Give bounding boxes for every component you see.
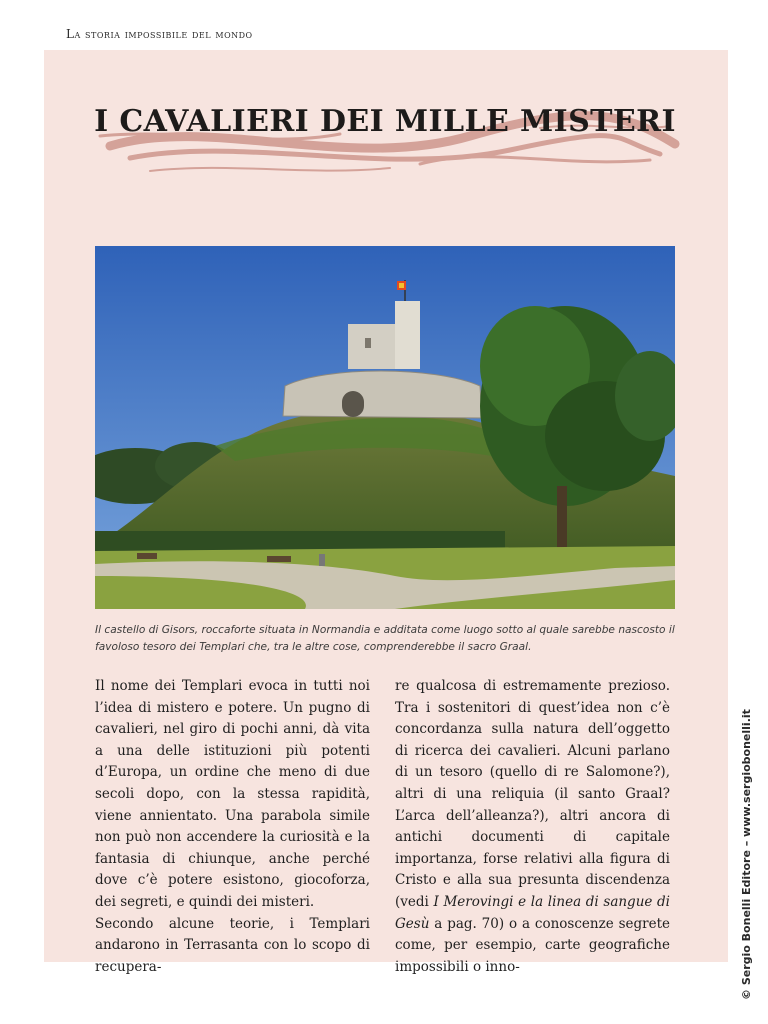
paragraph: Secondo alcune teorie, i Templari andarono in Terrasanta con lo scopo di recupera- [95,915,370,975]
paragraph: Il nome dei Templari evoca in tutti noi l’idea di mistero e potere. Un pugno di cavalieri, nel giro di pochi anni, dà vita a una delle istituzioni più potenti d’Europa, un ordine che meno di due secoli dopo, con la stessa rapidità, viene annientato. Una parabola simile non può non accendere la curiosità e la fantasia di chiunque, anche perché dove c’è potere esistono, giocoforza, dei segreti, e quindi dei misteri. [95,678,370,910]
body-column-right [395,676,670,978]
running-header: La storia impossibile del mondo [66,27,253,41]
book-title-reference: I Merovingi e la linea di sangue di Gesù [395,893,670,932]
body-column-left [95,676,370,978]
title-block [90,76,680,186]
castle-photo [95,246,675,609]
photo-caption: Il castello di Gisors, roccaforte situata in Normandia e additata come luogo sotto al quale sarebbe nascosto il favoloso tesoro dei Templari che, tra le altre cose, comprenderebbe il sacro Graal. [95,624,675,653]
copyright-credit: © Sergio Bonelli Editore – www.sergiobonelli.it [740,709,753,1000]
paragraph-text: re qualcosa di estremamente prezioso. Tra i sostenitori di quest’idea non c’è concordanza sulla natura dell’oggetto di ricerca dei cavalieri. Alcuni parlano di un tesoro (quello di re Salomone?), altri di una reliquia (il santo Graal? L’arca dell’alleanza?), altri ancora di antichi documenti di capitale importanza, forse relativi alla figura di Cristo e alla sua presunta discendenza (vedi [395,678,670,910]
article-title: I CAVALIERI DEI MILLE MISTERI [94,104,676,139]
paragraph [395,676,670,978]
paragraph-text: a pag. 70) o a conoscenze segrete come, per esempio, carte geografiche impossibili o inno- [395,915,670,975]
